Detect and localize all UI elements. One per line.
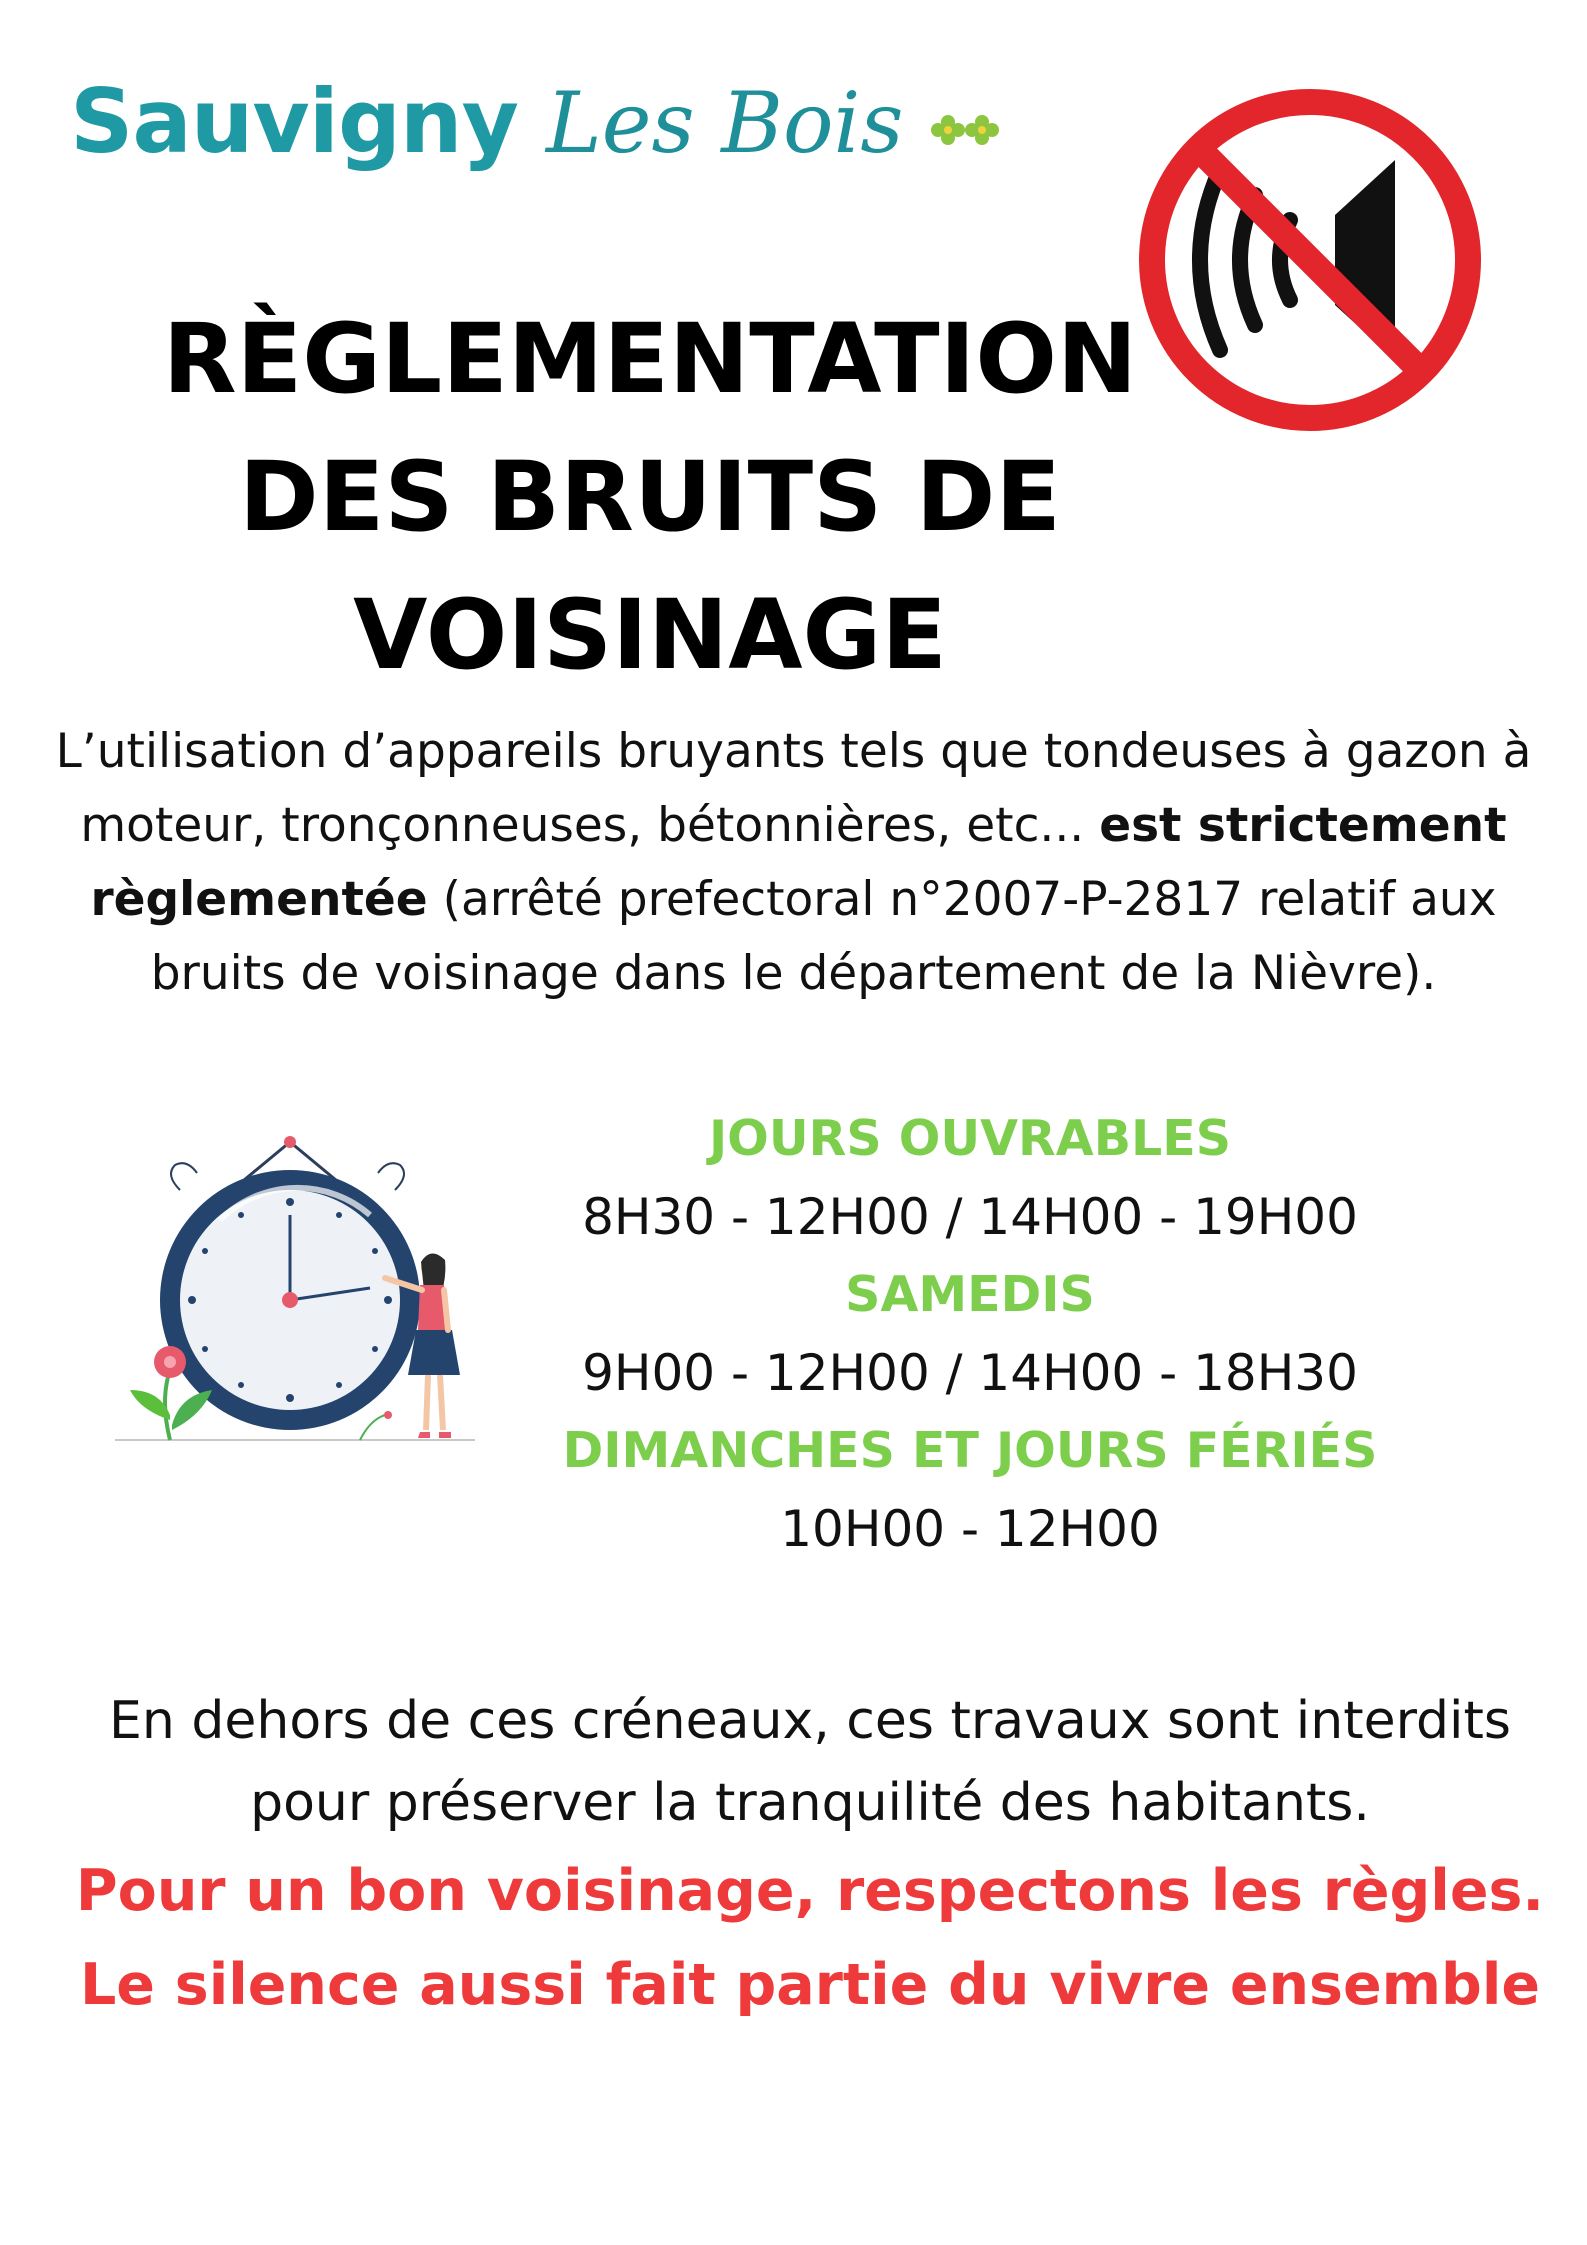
schedule-heading-sundays: DIMANCHES ET JOURS FÉRIÉS [562,1422,1378,1479]
intro-line-4: bruits de voisinage dans le département de la Nièvre). [150,946,1437,1001]
intro-text: (arrêté prefectoral n°2007-P-2817 relatif aux [427,872,1497,927]
intro-line-2 [0,789,1587,863]
schedule-hours-saturdays: 9H00 - 12H00 / 14H00 - 18H30 [582,1344,1358,1402]
intro-emphasis: est strictement [1099,798,1507,853]
title-line-3: VOISINAGE [353,579,947,691]
wall-clock-illustration [110,1130,480,1460]
flower-icon [930,110,1010,150]
intro-emphasis: règlementée [90,872,428,927]
intro-text: moteur, tronçonneuses, bétonnières, etc... [80,798,1100,853]
footer-line-1: En dehors de ces créneaux, ces travaux sont interdits [109,1691,1511,1751]
logo-main-text: Sauvigny [70,70,518,173]
title-line-1: RÈGLEMENTATION [162,303,1138,415]
page-title [120,290,1180,704]
title-line-2: DES BRUITS DE [239,441,1061,553]
schedule-heading-saturdays: SAMEDIS [845,1266,1095,1323]
footer-slogan-2: Le silence aussi fait partie du vivre ensemble [79,1952,1541,2018]
no-sound-icon [1130,80,1490,440]
schedule-heading-weekdays: JOURS OUVRABLES [708,1110,1232,1167]
intro-paragraph [0,715,1587,1011]
intro-line-1: L’utilisation d’appareils bruyants tels que tondeuses à gazon à [55,724,1532,779]
intro-line-3 [0,863,1587,937]
municipality-logo [70,70,904,210]
schedule-hours-weekdays: 8H30 - 12H00 / 14H00 - 19H00 [582,1188,1358,1246]
footer-message [0,1680,1587,2032]
footer-slogan-1: Pour un bon voisinage, respectons les règles. [75,1858,1545,1924]
footer-line-2: pour préserver la tranquilité des habitants. [250,1773,1370,1833]
logo-script-text: Les Bois [545,74,904,172]
schedule-hours-sundays: 10H00 - 12H00 [780,1500,1160,1558]
noise-schedule [560,1100,1380,1568]
